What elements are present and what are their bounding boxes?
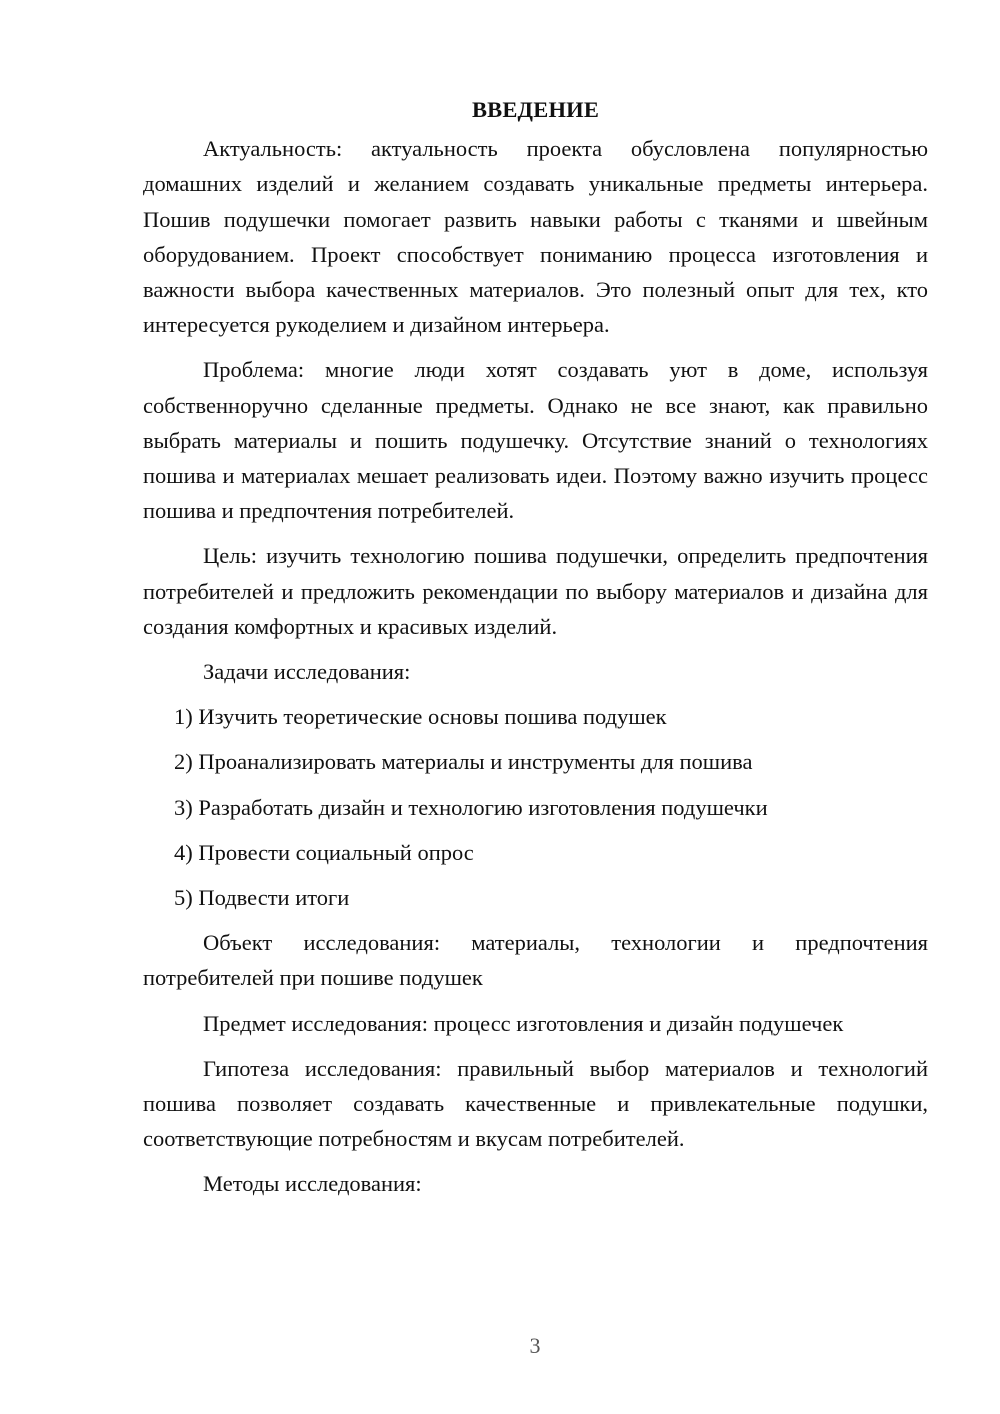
paragraph-problem: Проблема: многие люди хотят создавать уют в доме, используя собственноручно сделанные предметы. Однако не все знают, как правильно выбрать материалы и пошить подушечку. Отсутствие знаний о технологиях пошива и материалах мешает реализовать идеи. Поэтому важно изучить процесс пошива и предпочтения потребителей. <box>143 357 928 524</box>
task-item: 3) Разработать дизайн и технологию изготовления подушечки <box>174 794 768 820</box>
section-title: ВВЕДЕНИЕ <box>471 97 600 122</box>
paragraph-hypothesis: Гипотеза исследования: правильный выбор материалов и технологий пошива позволяет создавать качественные и привлекательные подушки, соответствующие потребностям и вкусам потребителей. <box>143 1055 928 1152</box>
tasks-heading: Задачи исследования: <box>203 659 411 685</box>
task-item: 2) Проанализировать материалы и инструменты для пошива <box>174 749 753 775</box>
task-item: 1) Изучить теоретические основы пошива подушек <box>174 704 667 730</box>
paragraph-subject: Предмет исследования: процесс изготовления и дизайн подушечек <box>203 1010 844 1036</box>
paragraph-object: Объект исследования: материалы, технологии и предпочтения потребителей при пошиве подушек <box>143 930 928 991</box>
paragraph-goal: Цель: изучить технологию пошива подушечки, определить предпочтения потребителей и предложить рекомендации по выбору материалов и дизайна для создания комфортных и красивых изделий. <box>143 543 928 639</box>
page-number: 3 <box>529 1333 541 1358</box>
task-item: 4) Провести социальный опрос <box>174 839 474 865</box>
page-content <box>143 92 928 1212</box>
paragraph-relevance: Актуальность: актуальность проекта обусловлена популярностью домашних изделий и желанием создавать уникальные предметы интерьера. Пошив подушечки помогает развить навыки работы с тканями и швейным оборудованием. Проект способствует пониманию процесса изготовления и важности выбора качественных материалов. Это полезный опыт для тех, кто интересуется рукоделием и дизайном интерьера. <box>143 136 928 338</box>
methods-heading: Методы исследования: <box>203 1171 422 1197</box>
task-item: 5) Подвести итоги <box>174 885 350 911</box>
